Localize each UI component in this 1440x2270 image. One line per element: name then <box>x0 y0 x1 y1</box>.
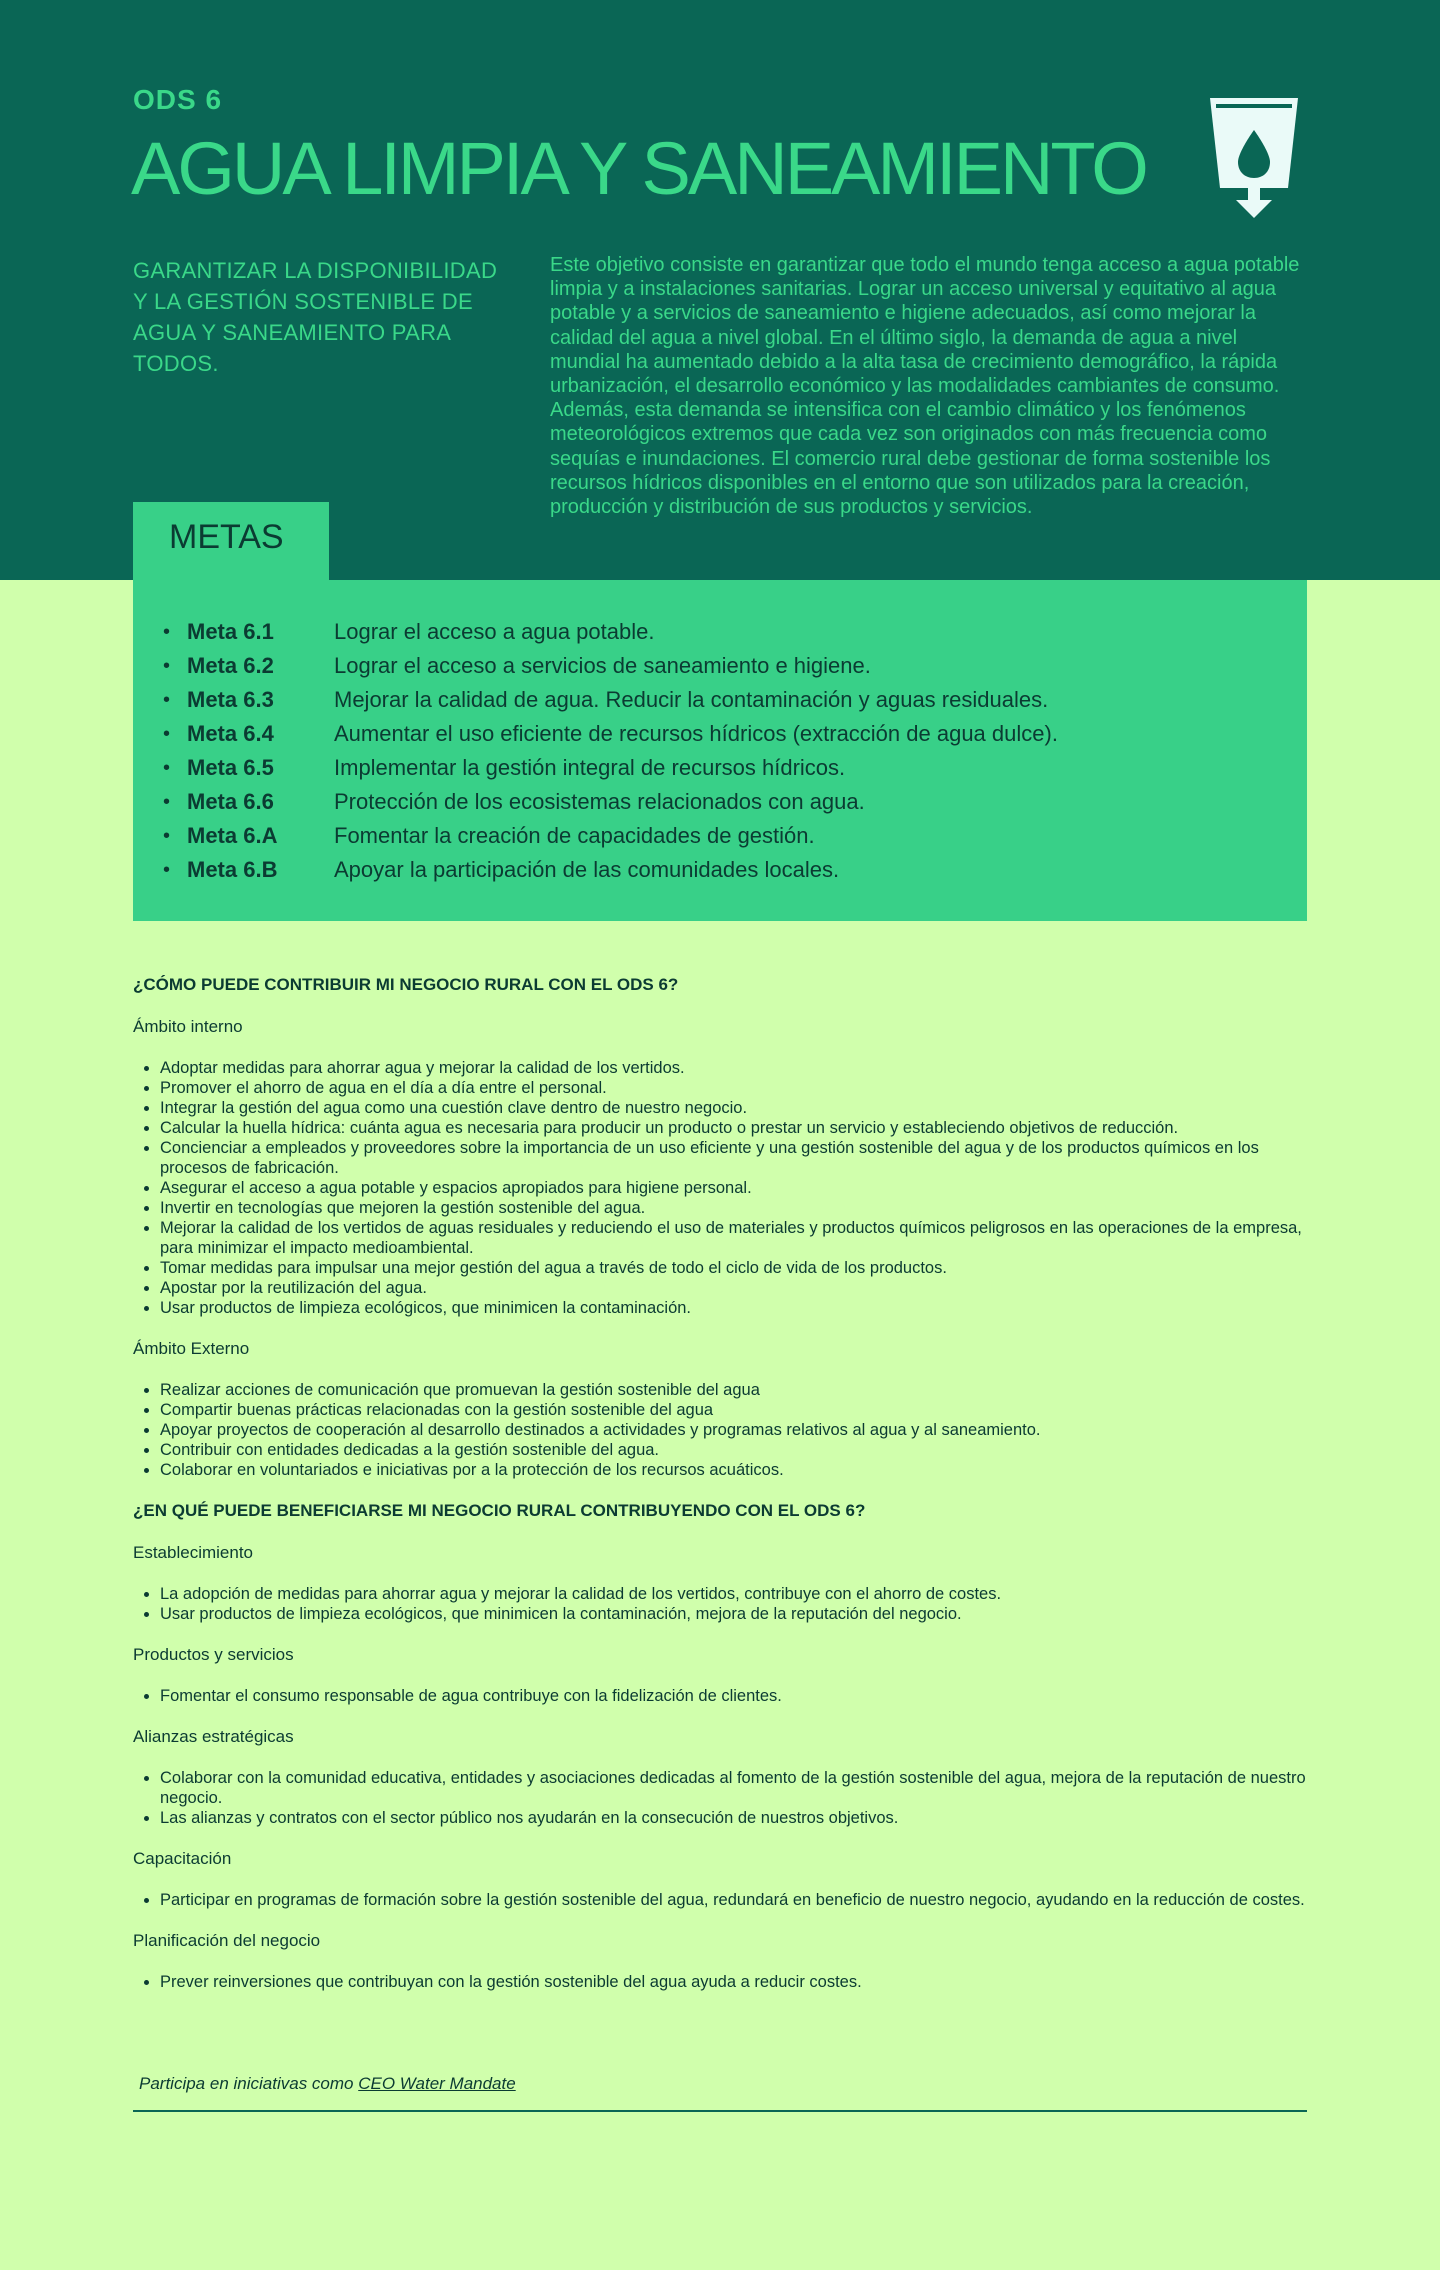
section-title-beneficiarse: ¿EN QUÉ PUEDE BENEFICIARSE MI NEGOCIO RURAL CONTRIBUYENDO CON EL ODS 6? <box>133 1501 866 1520</box>
list-externo <box>133 1380 1308 1480</box>
meta-text: Aumentar el uso eficiente de recursos hídricos (extracción de agua dulce). <box>334 721 1058 746</box>
list-item: • Concienciar a empleados y proveedores sobre la importancia de un uso eficiente y una gestión sostenible del agua y de los productos químicos en los procesos de fabricación. <box>160 1138 1308 1178</box>
bullet-icon: • <box>163 654 171 677</box>
list-item: • Adoptar medidas para ahorrar agua y mejorar la calidad de los vertidos. <box>160 1058 1308 1078</box>
meta-text: Lograr el acceso a servicios de saneamiento e higiene. <box>334 653 871 678</box>
bullet-icon: • <box>163 756 171 779</box>
list-planificacion <box>133 1972 1308 1992</box>
list-item: • Contribuir con entidades dedicadas a la gestión sostenible del agua. <box>160 1440 1308 1460</box>
subsection-heading-interno: Ámbito interno <box>133 1017 243 1036</box>
list-item: • Mejorar la calidad de los vertidos de aguas residuales y reduciendo el uso de materiales y productos químicos peligrosos en las operaciones de la empresa, para minimizar el impacto medioambiental. <box>160 1218 1308 1258</box>
footer <box>133 2074 1307 2112</box>
subsection-heading-planificacion: Planificación del negocio <box>133 1931 321 1950</box>
list-item: • Usar productos de limpieza ecológicos, que minimicen la contaminación. <box>160 1298 1308 1318</box>
list-item: • Compartir buenas prácticas relacionadas con la gestión sostenible del agua <box>160 1400 1308 1420</box>
subsection-heading-establecimiento: Establecimiento <box>133 1543 254 1562</box>
list-item: • Apoyar proyectos de cooperación al desarrollo destinados a actividades y programas relativos al agua y al saneamiento. <box>160 1420 1308 1440</box>
list-item: • Invertir en tecnologías que mejoren la gestión sostenible del agua. <box>160 1198 1308 1218</box>
list-item: • Integrar la gestión del agua como una cuestión clave dentro de nuestro negocio. <box>160 1098 1308 1118</box>
meta-code: Meta 6.B <box>187 857 278 882</box>
main-content <box>133 974 1308 2012</box>
list-item: • Colaborar en voluntariados e iniciativas por a la protección de los recursos acuáticos. <box>160 1460 1308 1480</box>
list-item: • Colaborar con la comunidad educativa, entidades y asociaciones dedicadas al fomento de la gestión sostenible del agua, mejora de la reputación de nuestro negocio. <box>160 1768 1308 1808</box>
meta-item <box>163 785 1307 819</box>
list-item: • Usar productos de limpieza ecológicos, que minimicen la contaminación, mejora de la reputación del negocio. <box>160 1604 1308 1624</box>
bullet-icon: • <box>163 790 171 813</box>
meta-code: Meta 6.4 <box>187 721 274 746</box>
list-item: • Apostar por la reutilización del agua. <box>160 1278 1308 1298</box>
list-item: • Promover el ahorro de agua en el día a día entre el personal. <box>160 1078 1308 1098</box>
meta-item <box>163 853 1307 887</box>
meta-item <box>163 751 1307 785</box>
subsection-heading-externo: Ámbito Externo <box>133 1339 250 1358</box>
meta-item <box>163 683 1307 717</box>
bullet-icon: • <box>163 688 171 711</box>
meta-text: Mejorar la calidad de agua. Reducir la contaminación y aguas residuales. <box>334 687 1049 712</box>
meta-code: Meta 6.2 <box>187 653 274 678</box>
list-item: • Tomar medidas para impulsar una mejor gestión del agua a través de todo el ciclo de vida de los productos. <box>160 1258 1308 1278</box>
list-item: • La adopción de medidas para ahorrar agua y mejorar la calidad de los vertidos, contribuye con el ahorro de costes. <box>160 1584 1308 1604</box>
meta-item <box>163 649 1307 683</box>
list-item: • Las alianzas y contratos con el sector público nos ayudarán en la consecución de nuestros objetivos. <box>160 1808 1308 1828</box>
meta-text: Lograr el acceso a agua potable. <box>334 619 655 644</box>
meta-code: Meta 6.1 <box>187 619 274 644</box>
list-item: • Asegurar el acceso a agua potable y espacios apropiados para higiene personal. <box>160 1178 1308 1198</box>
list-item: • Participar en programas de formación sobre la gestión sostenible del agua, redundará en beneficio de nuestro negocio, ayudando en la reducción de costes. <box>160 1890 1308 1910</box>
section-title-contribuir: ¿CÓMO PUEDE CONTRIBUIR MI NEGOCIO RURAL CON EL ODS 6? <box>133 975 679 994</box>
list-item: • Realizar acciones de comunicación que promuevan la gestión sostenible del agua <box>160 1380 1308 1400</box>
meta-item <box>163 615 1307 649</box>
meta-code: Meta 6.3 <box>187 687 274 712</box>
hero-banner <box>0 0 1440 580</box>
footer-text: Participa en iniciativas como <box>139 2074 359 2093</box>
list-item: • Calcular la huella hídrica: cuánta agua es necesaria para producir un producto o prestar un servicio y estableciendo objetivos de reducción. <box>160 1118 1308 1138</box>
list-item: • Prever reinversiones que contribuyan con la gestión sostenible del agua ayuda a reducir costes. <box>160 1972 1308 1992</box>
bullet-icon: • <box>163 620 171 643</box>
subsection-heading-alianzas: Alianzas estratégicas <box>133 1727 294 1746</box>
footer-note <box>139 2074 516 2094</box>
subsection-heading-capacitacion: Capacitación <box>133 1849 232 1868</box>
ods-label: ODS 6 <box>133 84 223 115</box>
subsection-heading-productos: Productos y servicios <box>133 1645 294 1664</box>
page-title: AGUA LIMPIA Y SANEAMIENTO <box>131 127 1146 210</box>
bullet-icon: • <box>163 722 171 745</box>
meta-text: Protección de los ecosistemas relacionados con agua. <box>334 789 865 814</box>
list-productos <box>133 1686 1308 1706</box>
meta-text: Implementar la gestión integral de recursos hídricos. <box>334 755 846 780</box>
meta-code: Meta 6.A <box>187 823 278 848</box>
water-drop-glass-icon <box>1208 96 1300 220</box>
list-item: • Fomentar el consumo responsable de agua contribuye con la fidelización de clientes. <box>160 1686 1308 1706</box>
metas-list <box>133 580 1307 887</box>
goal-subtitle: GARANTIZAR LA DISPONIBILIDAD Y LA GESTIÓN SOSTENIBLE DE AGUA Y SANEAMIENTO PARA TODOS. <box>133 258 498 376</box>
list-interno <box>133 1058 1308 1318</box>
list-establecimiento <box>133 1584 1308 1624</box>
ceo-water-mandate-link[interactable]: CEO Water Mandate <box>358 2074 516 2093</box>
metas-tab: METAS <box>133 502 329 582</box>
meta-text: Fomentar la creación de capacidades de gestión. <box>334 823 815 848</box>
list-alianzas <box>133 1768 1308 1828</box>
meta-code: Meta 6.5 <box>187 755 274 780</box>
metas-panel <box>133 580 1307 921</box>
list-capacitacion <box>133 1890 1308 1910</box>
meta-item <box>163 717 1307 751</box>
meta-item <box>163 819 1307 853</box>
goal-description: Este objetivo consiste en garantizar que todo el mundo tenga acceso a agua potable limpia y a instalaciones sanitarias. Lograr un acceso universal y equitativo al agua potable y a servicios de saneamiento e higiene adecuados, así como mejorar la calidad del agua a nivel global. En el último siglo, la demanda de agua a nivel mundial ha aumentado debido a la alta tasa de crecimiento demográfico, la rápida urbanización, el desarrollo económico y las modalidades cambiantes de consumo. Además, esta demanda se intensifica con el cambio climático y los fenómenos meteorológicos extremos que cada vez son originados con más frecuencia como sequías e inundaciones. El comercio rural debe gestionar de forma sostenible los recursos hídricos disponibles en el entorno que son utilizados para la creación, producción y distribución de sus productos y servicios. <box>550 254 1300 519</box>
bullet-icon: • <box>163 824 171 847</box>
meta-text: Apoyar la participación de las comunidades locales. <box>334 857 840 882</box>
bullet-icon: • <box>163 858 171 881</box>
meta-code: Meta 6.6 <box>187 789 274 814</box>
